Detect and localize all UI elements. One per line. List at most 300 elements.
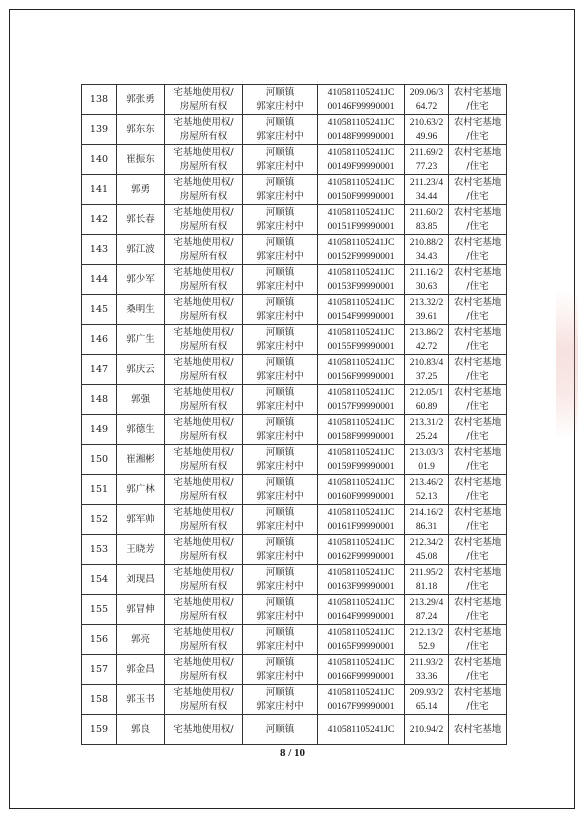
cell-location-line: 郭家庄村中 (256, 100, 304, 112)
cell-number: 139 (82, 115, 117, 145)
cell-land-use (449, 445, 507, 475)
cell-land-use-line: 农村宅基地 (453, 506, 502, 518)
cell-location-line: 郭家庄村中 (256, 130, 304, 142)
cell-land-use-line: /住宅 (466, 640, 489, 652)
table-row (82, 325, 507, 355)
cell-area-line: 34.43 (415, 251, 438, 262)
cell-area-line: 87.24 (415, 611, 438, 622)
cell-area-line: 64.72 (415, 101, 438, 112)
cell-unit-code-line: 00163F99990001 (327, 581, 395, 592)
cell-right-type-line: 宅基地使用权/ (173, 416, 234, 428)
cell-right-type-line: 宅基地使用权/ (173, 656, 234, 668)
cell-location-line: 郭家庄村中 (256, 520, 304, 532)
cell-location-line: 河顺镇 (265, 356, 295, 368)
cell-number: 151 (82, 475, 117, 505)
cell-area-line: 213.46/2 (409, 477, 444, 488)
cell-right-type-line: 宅基地使用权/ (173, 476, 234, 488)
cell-location-line: 郭家庄村中 (256, 190, 304, 202)
cell-right-type-line: 宅基地使用权/ (173, 566, 234, 578)
cell-unit-code (318, 415, 405, 445)
cell-land-use-line: 农村宅基地 (453, 296, 502, 308)
cell-number: 146 (82, 325, 117, 355)
cell-unit-code (318, 115, 405, 145)
cell-unit-code-line: 00148F99990001 (327, 131, 395, 142)
cell-area-line: 211.93/2 (409, 657, 444, 668)
cell-land-use-line: 农村宅基地 (453, 566, 502, 578)
cell-right-type (165, 385, 243, 415)
cell-unit-code-line: 410581105241JC (327, 657, 395, 668)
cell-right-type-line: 房屋所有权 (179, 430, 228, 442)
cell-right-type (165, 235, 243, 265)
cell-location (243, 235, 318, 265)
cell-land-use-line: /住宅 (466, 670, 489, 682)
table-row (82, 265, 507, 295)
cell-right-type-line: 宅基地使用权/ (173, 356, 234, 368)
cell-land-use-line: /住宅 (466, 160, 489, 172)
cell-land-use-line: /住宅 (466, 520, 489, 532)
cell-location-line: 郭家庄村中 (256, 700, 304, 712)
cell-unit-code-line: 00149F99990001 (327, 161, 395, 172)
cell-unit-code-line: 410581105241JC (327, 417, 395, 428)
cell-area-line: 212.13/2 (409, 627, 444, 638)
cell-area (405, 325, 449, 355)
cell-owner-name: 郭长春 (117, 205, 165, 235)
cell-owner-name: 郭庆云 (117, 355, 165, 385)
cell-area-line: 65.14 (415, 701, 438, 712)
cell-right-type-line: 宅基地使用权/ (173, 326, 234, 338)
cell-right-type (165, 625, 243, 655)
cell-right-type-line: 房屋所有权 (179, 640, 228, 652)
cell-right-type-line: 房屋所有权 (179, 520, 228, 532)
cell-area (405, 475, 449, 505)
cell-land-use-line: 农村宅基地 (453, 723, 502, 735)
cell-right-type-line: 房屋所有权 (179, 370, 228, 382)
cell-number: 138 (82, 85, 117, 115)
cell-number: 147 (82, 355, 117, 385)
cell-location-line: 郭家庄村中 (256, 250, 304, 262)
cell-land-use-line: /住宅 (466, 280, 489, 292)
cell-location-line: 河顺镇 (265, 476, 295, 488)
cell-right-type-line: 房屋所有权 (179, 460, 228, 472)
cell-land-use (449, 415, 507, 445)
cell-land-use-line: 农村宅基地 (453, 266, 502, 278)
cell-unit-code-line: 410581105241JC (327, 507, 395, 518)
cell-location (243, 505, 318, 535)
cell-right-type-line: 宅基地使用权/ (173, 236, 234, 248)
cell-location-line: 河顺镇 (265, 146, 295, 158)
cell-location-line: 郭家庄村中 (256, 340, 304, 352)
cell-location (243, 685, 318, 715)
cell-area-line: 39.61 (415, 311, 438, 322)
cell-area-line: 60.89 (415, 401, 438, 412)
cell-location-line: 河顺镇 (265, 236, 295, 248)
cell-location-line: 河顺镇 (265, 596, 295, 608)
cell-location (243, 595, 318, 625)
cell-area (405, 175, 449, 205)
cell-land-use-line: 农村宅基地 (453, 656, 502, 668)
cell-land-use (449, 175, 507, 205)
cell-location-line: 郭家庄村中 (256, 430, 304, 442)
cell-number: 143 (82, 235, 117, 265)
cell-right-type (165, 595, 243, 625)
cell-unit-code (318, 205, 405, 235)
cell-owner-name: 郭玉书 (117, 685, 165, 715)
cell-area (405, 295, 449, 325)
table-row (82, 115, 507, 145)
cell-land-use (449, 475, 507, 505)
cell-location-line: 郭家庄村中 (256, 580, 304, 592)
cell-location (243, 565, 318, 595)
cell-area-line: 213.03/3 (409, 447, 444, 458)
cell-right-type-line: 宅基地使用权/ (173, 176, 234, 188)
page-number: 8 / 10 (279, 747, 306, 759)
cell-land-use (449, 685, 507, 715)
cell-area-line: 42.72 (415, 341, 438, 352)
cell-right-type-line: 宅基地使用权/ (173, 446, 234, 458)
cell-location-line: 河顺镇 (265, 686, 295, 698)
cell-owner-name: 崔湘彬 (117, 445, 165, 475)
table-row (82, 505, 507, 535)
cell-unit-code (318, 625, 405, 655)
cell-area-line: 211.69/2 (409, 147, 444, 158)
cell-area-line: 01.9 (418, 461, 435, 472)
cell-right-type-line: 房屋所有权 (179, 250, 228, 262)
cell-right-type (165, 325, 243, 355)
cell-land-use (449, 265, 507, 295)
cell-unit-code-line: 410581105241JC (327, 87, 395, 98)
cell-right-type (165, 355, 243, 385)
cell-location (243, 85, 318, 115)
cell-unit-code-line: 00155F99990001 (327, 341, 395, 352)
cell-unit-code (318, 385, 405, 415)
cell-owner-name: 郭冒伸 (117, 595, 165, 625)
cell-location-line: 郭家庄村中 (256, 160, 304, 172)
cell-area-line: 209.93/2 (409, 687, 444, 698)
cell-location (243, 445, 318, 475)
cell-location-line: 河顺镇 (265, 723, 295, 735)
cell-number: 148 (82, 385, 117, 415)
cell-right-type-line: 房屋所有权 (179, 310, 228, 322)
table-body (82, 85, 507, 745)
cell-owner-name: 郭江波 (117, 235, 165, 265)
cell-unit-code-line: 410581105241JC (327, 267, 395, 278)
cell-location-line: 河顺镇 (265, 86, 295, 98)
cell-unit-code-line: 410581105241JC (327, 147, 395, 158)
cell-area (405, 445, 449, 475)
cell-right-type (165, 205, 243, 235)
cell-unit-code-line: 410581105241JC (327, 327, 395, 338)
cell-unit-code-line: 00146F99990001 (327, 101, 395, 112)
table-row (82, 385, 507, 415)
cell-owner-name: 刘现昌 (117, 565, 165, 595)
cell-location-line: 河顺镇 (265, 416, 295, 428)
cell-land-use (449, 595, 507, 625)
cell-unit-code-line: 410581105241JC (327, 597, 395, 608)
cell-unit-code-line: 410581105241JC (327, 567, 395, 578)
cell-right-type (165, 415, 243, 445)
cell-right-type-line: 房屋所有权 (179, 340, 228, 352)
cell-area-line: 52.13 (415, 491, 438, 502)
cell-location-line: 河顺镇 (265, 206, 295, 218)
cell-location (243, 295, 318, 325)
cell-area-line: 212.34/2 (409, 537, 444, 548)
cell-land-use (449, 355, 507, 385)
cell-right-type-line: 房屋所有权 (179, 610, 228, 622)
cell-area-line: 213.31/2 (409, 417, 444, 428)
cell-location-line: 河顺镇 (265, 536, 295, 548)
cell-owner-name: 郭张勇 (117, 85, 165, 115)
cell-number: 157 (82, 655, 117, 685)
cell-land-use (449, 325, 507, 355)
cell-unit-code-line: 410581105241JC (327, 177, 395, 188)
table-row (82, 475, 507, 505)
cell-owner-name: 郭军帅 (117, 505, 165, 535)
cell-right-type (165, 85, 243, 115)
cell-unit-code (318, 355, 405, 385)
cell-number: 152 (82, 505, 117, 535)
cell-unit-code-line: 00167F99990001 (327, 701, 395, 712)
cell-land-use-line: 农村宅基地 (453, 386, 502, 398)
cell-owner-name: 桑明生 (117, 295, 165, 325)
cell-unit-code (318, 535, 405, 565)
cell-land-use (449, 205, 507, 235)
cell-right-type-line: 房屋所有权 (179, 700, 228, 712)
cell-area (405, 205, 449, 235)
table-row (82, 685, 507, 715)
cell-land-use-line: 农村宅基地 (453, 236, 502, 248)
cell-area-line: 211.95/2 (409, 567, 444, 578)
cell-land-use-line: 农村宅基地 (453, 686, 502, 698)
cell-unit-code-line: 00165F99990001 (327, 641, 395, 652)
cell-unit-code-line: 00156F99990001 (327, 371, 395, 382)
cell-unit-code (318, 475, 405, 505)
cell-land-use-line: /住宅 (466, 400, 489, 412)
cell-location (243, 625, 318, 655)
cell-unit-code-line: 00162F99990001 (327, 551, 395, 562)
cell-location-line: 郭家庄村中 (256, 640, 304, 652)
cell-right-type (165, 715, 243, 745)
cell-location-line: 河顺镇 (265, 506, 295, 518)
cell-land-use-line: 农村宅基地 (453, 356, 502, 368)
cell-location (243, 115, 318, 145)
cell-unit-code (318, 325, 405, 355)
table-row (82, 295, 507, 325)
cell-land-use-line: /住宅 (466, 190, 489, 202)
cell-right-type (165, 685, 243, 715)
cell-location-line: 郭家庄村中 (256, 400, 304, 412)
cell-unit-code-line: 00166F99990001 (327, 671, 395, 682)
cell-right-type (165, 295, 243, 325)
cell-area (405, 655, 449, 685)
cell-unit-code (318, 565, 405, 595)
cell-right-type-line: 宅基地使用权/ (173, 206, 234, 218)
cell-land-use-line: /住宅 (466, 100, 489, 112)
cell-area-line: 210.94/2 (409, 724, 444, 735)
cell-number: 153 (82, 535, 117, 565)
cell-location (243, 715, 318, 745)
cell-right-type-line: 房屋所有权 (179, 280, 228, 292)
cell-right-type (165, 175, 243, 205)
cell-land-use (449, 85, 507, 115)
cell-unit-code-line: 410581105241JC (327, 627, 395, 638)
cell-location-line: 郭家庄村中 (256, 370, 304, 382)
cell-unit-code (318, 685, 405, 715)
cell-unit-code-line: 00160F99990001 (327, 491, 395, 502)
cell-area (405, 385, 449, 415)
cell-owner-name: 郭广林 (117, 475, 165, 505)
cell-unit-code-line: 410581105241JC (327, 387, 395, 398)
cell-unit-code-line: 00158F99990001 (327, 431, 395, 442)
cell-right-type-line: 宅基地使用权/ (173, 266, 234, 278)
cell-land-use (449, 655, 507, 685)
cell-owner-name: 崔振东 (117, 145, 165, 175)
cell-unit-code-line: 410581105241JC (327, 297, 395, 308)
cell-land-use (449, 625, 507, 655)
cell-location (243, 265, 318, 295)
cell-land-use-line: /住宅 (466, 580, 489, 592)
cell-location-line: 河顺镇 (265, 626, 295, 638)
cell-land-use-line: 农村宅基地 (453, 326, 502, 338)
cell-number: 158 (82, 685, 117, 715)
cell-right-type-line: 房屋所有权 (179, 100, 228, 112)
cell-unit-code-line: 410581105241JC (327, 687, 395, 698)
cell-unit-code-line: 410581105241JC (327, 724, 395, 735)
cell-unit-code-line: 410581105241JC (327, 537, 395, 548)
cell-land-use-line: /住宅 (466, 610, 489, 622)
cell-area-line: 210.83/4 (409, 357, 444, 368)
cell-right-type-line: 宅基地使用权/ (173, 386, 234, 398)
cell-land-use-line: /住宅 (466, 460, 489, 472)
cell-location-line: 河顺镇 (265, 116, 295, 128)
cell-land-use (449, 295, 507, 325)
cell-land-use-line: /住宅 (466, 700, 489, 712)
cell-area (405, 235, 449, 265)
cell-unit-code-line: 00159F99990001 (327, 461, 395, 472)
cell-right-type-line: 房屋所有权 (179, 130, 228, 142)
cell-location-line: 河顺镇 (265, 176, 295, 188)
cell-location-line: 郭家庄村中 (256, 460, 304, 472)
table-row (82, 595, 507, 625)
cell-owner-name: 郭勇 (117, 175, 165, 205)
cell-area-line: 213.86/2 (409, 327, 444, 338)
cell-area (405, 415, 449, 445)
cell-unit-code (318, 145, 405, 175)
cell-area-line: 86.31 (415, 521, 438, 532)
cell-area-line: 49.96 (415, 131, 438, 142)
cell-location-line: 河顺镇 (265, 566, 295, 578)
cell-right-type-line: 宅基地使用权/ (173, 506, 234, 518)
cell-land-use (449, 115, 507, 145)
cell-right-type (165, 445, 243, 475)
cell-location (243, 355, 318, 385)
cell-area-line: 210.88/2 (409, 237, 444, 248)
cell-location (243, 655, 318, 685)
cell-land-use-line: /住宅 (466, 490, 489, 502)
cell-area (405, 685, 449, 715)
cell-right-type-line: 宅基地使用权/ (173, 536, 234, 548)
cell-location-line: 河顺镇 (265, 296, 295, 308)
cell-right-type-line: 宅基地使用权/ (173, 686, 234, 698)
cell-right-type (165, 115, 243, 145)
table-row (82, 85, 507, 115)
cell-location-line: 郭家庄村中 (256, 220, 304, 232)
cell-location-line: 郭家庄村中 (256, 490, 304, 502)
cell-land-use-line: /住宅 (466, 370, 489, 382)
cell-right-type-line: 房屋所有权 (179, 550, 228, 562)
cell-area-line: 209.06/3 (409, 87, 444, 98)
cell-owner-name: 郭东东 (117, 115, 165, 145)
cell-land-use (449, 565, 507, 595)
cell-right-type-line: 宅基地使用权/ (173, 596, 234, 608)
cell-unit-code-line: 00164F99990001 (327, 611, 395, 622)
cell-land-use (449, 145, 507, 175)
cell-owner-name: 郭广生 (117, 325, 165, 355)
cell-right-type-line: 房屋所有权 (179, 160, 228, 172)
cell-land-use-line: 农村宅基地 (453, 536, 502, 548)
cell-right-type-line: 宅基地使用权/ (173, 86, 234, 98)
cell-owner-name: 郭德生 (117, 415, 165, 445)
cell-area-line: 212.05/1 (409, 387, 444, 398)
cell-unit-code (318, 655, 405, 685)
table-row (82, 175, 507, 205)
cell-land-use (449, 385, 507, 415)
cell-area (405, 715, 449, 745)
cell-area-line: 83.85 (415, 221, 438, 232)
cell-land-use-line: 农村宅基地 (453, 626, 502, 638)
cell-land-use-line: 农村宅基地 (453, 446, 502, 458)
cell-unit-code (318, 505, 405, 535)
cell-area-line: 211.60/2 (409, 207, 444, 218)
cell-number: 142 (82, 205, 117, 235)
cell-unit-code-line: 410581105241JC (327, 447, 395, 458)
cell-area (405, 625, 449, 655)
cell-land-use (449, 235, 507, 265)
cell-area (405, 595, 449, 625)
cell-area-line: 211.16/2 (409, 267, 444, 278)
cell-owner-name: 郭金昌 (117, 655, 165, 685)
cell-right-type-line: 宅基地使用权/ (173, 146, 234, 158)
cell-right-type-line: 宅基地使用权/ (173, 723, 234, 735)
cell-land-use (449, 535, 507, 565)
cell-unit-code (318, 85, 405, 115)
cell-unit-code-line: 00153F99990001 (327, 281, 395, 292)
cell-area-line: 25.24 (415, 431, 438, 442)
cell-land-use-line: 农村宅基地 (453, 146, 502, 158)
cell-area (405, 505, 449, 535)
cell-right-type (165, 535, 243, 565)
cell-area (405, 535, 449, 565)
cell-number: 149 (82, 415, 117, 445)
cell-right-type-line: 房屋所有权 (179, 190, 228, 202)
cell-area-line: 45.08 (415, 551, 438, 562)
cell-land-use-line: /住宅 (466, 250, 489, 262)
cell-unit-code (318, 445, 405, 475)
cell-location (243, 415, 318, 445)
cell-right-type-line: 宅基地使用权/ (173, 626, 234, 638)
cell-right-type (165, 565, 243, 595)
cell-location-line: 河顺镇 (265, 266, 295, 278)
cell-land-use-line: /住宅 (466, 340, 489, 352)
table-row (82, 145, 507, 175)
land-rights-table (81, 84, 507, 745)
cell-area-line: 214.16/2 (409, 507, 444, 518)
cell-location-line: 郭家庄村中 (256, 310, 304, 322)
cell-number: 156 (82, 625, 117, 655)
cell-owner-name: 郭少军 (117, 265, 165, 295)
cell-number: 145 (82, 295, 117, 325)
cell-location (243, 475, 318, 505)
table-row (82, 205, 507, 235)
